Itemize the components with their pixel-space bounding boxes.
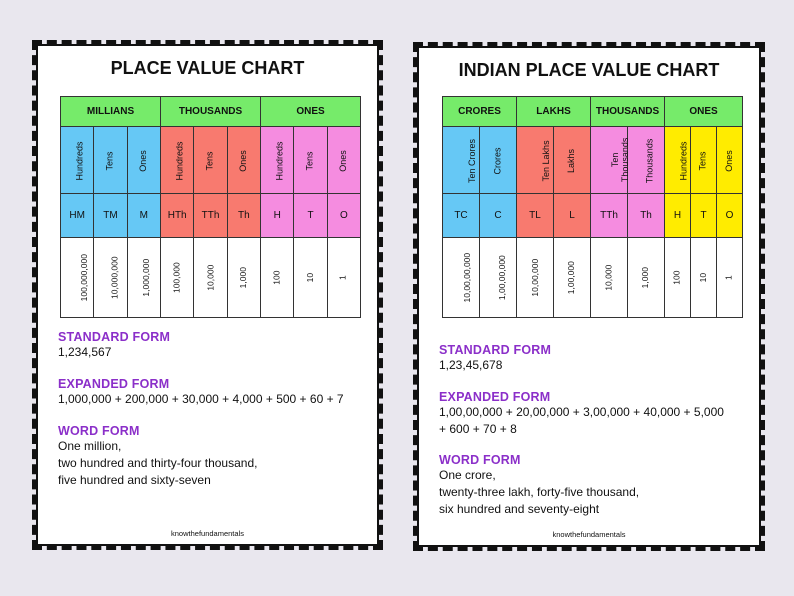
place-value-cell <box>94 238 127 318</box>
place-name-cell <box>194 127 227 194</box>
place-name-cell <box>554 127 591 194</box>
word-form-line: six hundred and seventy-eight <box>439 502 600 516</box>
place-name-cell <box>691 127 717 194</box>
place-value-cell <box>591 238 628 318</box>
group-header-thousands: THOUSANDS <box>591 97 665 127</box>
word-form-line: One million, <box>58 439 122 453</box>
place-name: Tens <box>304 150 315 170</box>
standard-form-section <box>439 343 551 374</box>
standard-form-value: 1,234,567 <box>58 345 112 359</box>
place-abbr: Th <box>227 194 260 238</box>
place-name: Ten Lakhs <box>541 139 552 182</box>
word-form-section <box>58 424 257 489</box>
place-value-cell <box>717 238 743 318</box>
place-value-cell <box>327 238 360 318</box>
group-header-lakhs: LAKHS <box>517 97 591 127</box>
expanded-form-title: EXPANDED FORM <box>439 390 551 404</box>
place-name-cell <box>327 127 360 194</box>
place-value-cell <box>227 238 260 318</box>
expanded-form-section <box>439 390 724 438</box>
place-name: Hundreds <box>74 140 85 181</box>
group-header-ones: ONES <box>665 97 743 127</box>
place-value: 10,00,00,000 <box>462 253 473 303</box>
place-abbr: HTh <box>161 194 194 238</box>
place-name-cell <box>717 127 743 194</box>
place-value: 1,00,000 <box>566 261 577 295</box>
place-abbr: T <box>691 194 717 238</box>
place-abbr: H <box>665 194 691 238</box>
place-value-cell <box>261 238 294 318</box>
place-abbr: L <box>554 194 591 238</box>
place-value-cell <box>665 238 691 318</box>
place-value-cell <box>517 238 554 318</box>
place-value-cell <box>691 238 717 318</box>
standard-form-title: STANDARD FORM <box>58 330 171 344</box>
expanded-form-value: 1,000,000 + 200,000 + 30,000 + 4,000 + 500 + 60 + 7 <box>58 392 344 406</box>
word-form-section <box>439 453 639 518</box>
footer-credit: knowthefundamentals <box>552 530 626 539</box>
place-name-cell <box>161 127 194 194</box>
place-name: Lakhs <box>566 148 577 173</box>
place-name-cell <box>227 127 260 194</box>
expanded-form-title: EXPANDED FORM <box>58 377 170 391</box>
place-value-cell <box>294 238 327 318</box>
place-name: Ten Thousands <box>610 137 631 183</box>
standard-form-section <box>58 330 170 361</box>
place-value: 100 <box>671 270 682 286</box>
place-abbr: Th <box>628 194 665 238</box>
place-abbr: T <box>294 194 327 238</box>
place-abbr: TC <box>443 194 480 238</box>
expanded-form-line: + 600 + 70 + 8 <box>439 422 517 436</box>
place-name: Crores <box>492 146 503 174</box>
place-value: 10 <box>697 273 708 283</box>
place-value-table <box>60 96 361 318</box>
place-name-cell <box>127 127 160 194</box>
place-value-cell <box>127 238 160 318</box>
place-name: Hundreds <box>678 140 689 181</box>
place-name: Thousands <box>644 138 655 183</box>
place-name-cell <box>480 127 517 194</box>
standard-form-title: STANDARD FORM <box>439 343 552 357</box>
word-form-title: WORD FORM <box>58 424 140 438</box>
place-name-cell <box>517 127 554 194</box>
place-name: Ones <box>137 149 148 172</box>
page-title: PLACE VALUE CHART <box>110 58 305 78</box>
place-name: Ones <box>237 149 248 172</box>
place-abbr: C <box>480 194 517 238</box>
word-form-line: One crore, <box>439 468 496 482</box>
standard-form-value: 1,23,45,678 <box>439 358 503 372</box>
place-abbr: O <box>717 194 743 238</box>
place-name-cell <box>628 127 665 194</box>
place-name-cell <box>94 127 127 194</box>
place-abbr: M <box>127 194 160 238</box>
place-abbr: TTh <box>591 194 628 238</box>
place-name: Tens <box>697 150 708 170</box>
place-value-cell <box>161 238 194 318</box>
indian-place-value-table <box>442 96 743 318</box>
place-abbr: O <box>327 194 360 238</box>
place-value: 1 <box>338 275 349 281</box>
place-name: Tens <box>204 150 215 170</box>
place-value: 10,00,000 <box>530 259 541 297</box>
place-abbr: TTh <box>194 194 227 238</box>
group-header-thousands: THOUSANDS <box>161 97 261 127</box>
group-header-crores: CRORES <box>443 97 517 127</box>
place-name: Tens <box>104 150 115 170</box>
place-name-cell <box>443 127 480 194</box>
place-name-cell <box>61 127 94 194</box>
place-abbr: TM <box>94 194 127 238</box>
place-abbr: H <box>261 194 294 238</box>
place-value-cell <box>194 238 227 318</box>
place-value-cell <box>480 238 517 318</box>
place-name: Ten Crores <box>467 138 478 183</box>
word-form-title: WORD FORM <box>439 453 521 467</box>
place-name-cell <box>665 127 691 194</box>
place-value: 10,000,000 <box>109 256 120 300</box>
page-title: INDIAN PLACE VALUE CHART <box>458 60 720 80</box>
place-name: Hundreds <box>274 140 285 181</box>
place-value: 10,000 <box>204 265 215 291</box>
place-value: 1 <box>723 275 734 281</box>
group-header-ones: ONES <box>261 97 361 127</box>
place-name-cell <box>591 127 631 194</box>
place-value: 1,00,00,000 <box>496 255 507 301</box>
footer-credit: knowthefundamentals <box>171 529 244 538</box>
place-value: 100,000,000 <box>78 254 89 302</box>
group-header-millians: MILLIANS <box>61 97 161 127</box>
place-value-cell <box>443 238 480 318</box>
place-value: 100 <box>271 270 282 286</box>
word-form-line: five hundred and sixty-seven <box>58 473 211 487</box>
place-name-cell <box>294 127 327 194</box>
place-value: 10 <box>304 273 315 283</box>
expanded-form-line: 1,00,00,000 + 20,00,000 + 3,00,000 + 40,000 + 5,000 <box>439 405 724 419</box>
place-abbr: HM <box>61 194 94 238</box>
place-value: 100,000 <box>171 262 182 294</box>
place-name: Hundreds <box>174 140 185 181</box>
place-value-cell <box>628 238 665 318</box>
place-name-cell <box>261 127 294 194</box>
word-form-line: twenty-three lakh, forty-five thousand, <box>439 485 640 499</box>
word-form-line: two hundred and thirty-four thousand, <box>58 456 258 470</box>
place-abbr: TL <box>517 194 554 238</box>
place-value: 10,000 <box>603 265 614 291</box>
place-value-cell <box>61 238 94 318</box>
place-value: 1,000 <box>238 267 249 289</box>
place-value-chart-card <box>36 44 379 546</box>
place-value: 1,000,000 <box>140 259 151 297</box>
place-name: Ones <box>723 149 734 172</box>
expanded-form-section <box>58 377 344 408</box>
place-name: Ones <box>337 149 348 172</box>
place-value-cell <box>554 238 591 318</box>
place-value: 1,000 <box>640 267 651 289</box>
indian-place-value-chart-card <box>417 46 761 547</box>
